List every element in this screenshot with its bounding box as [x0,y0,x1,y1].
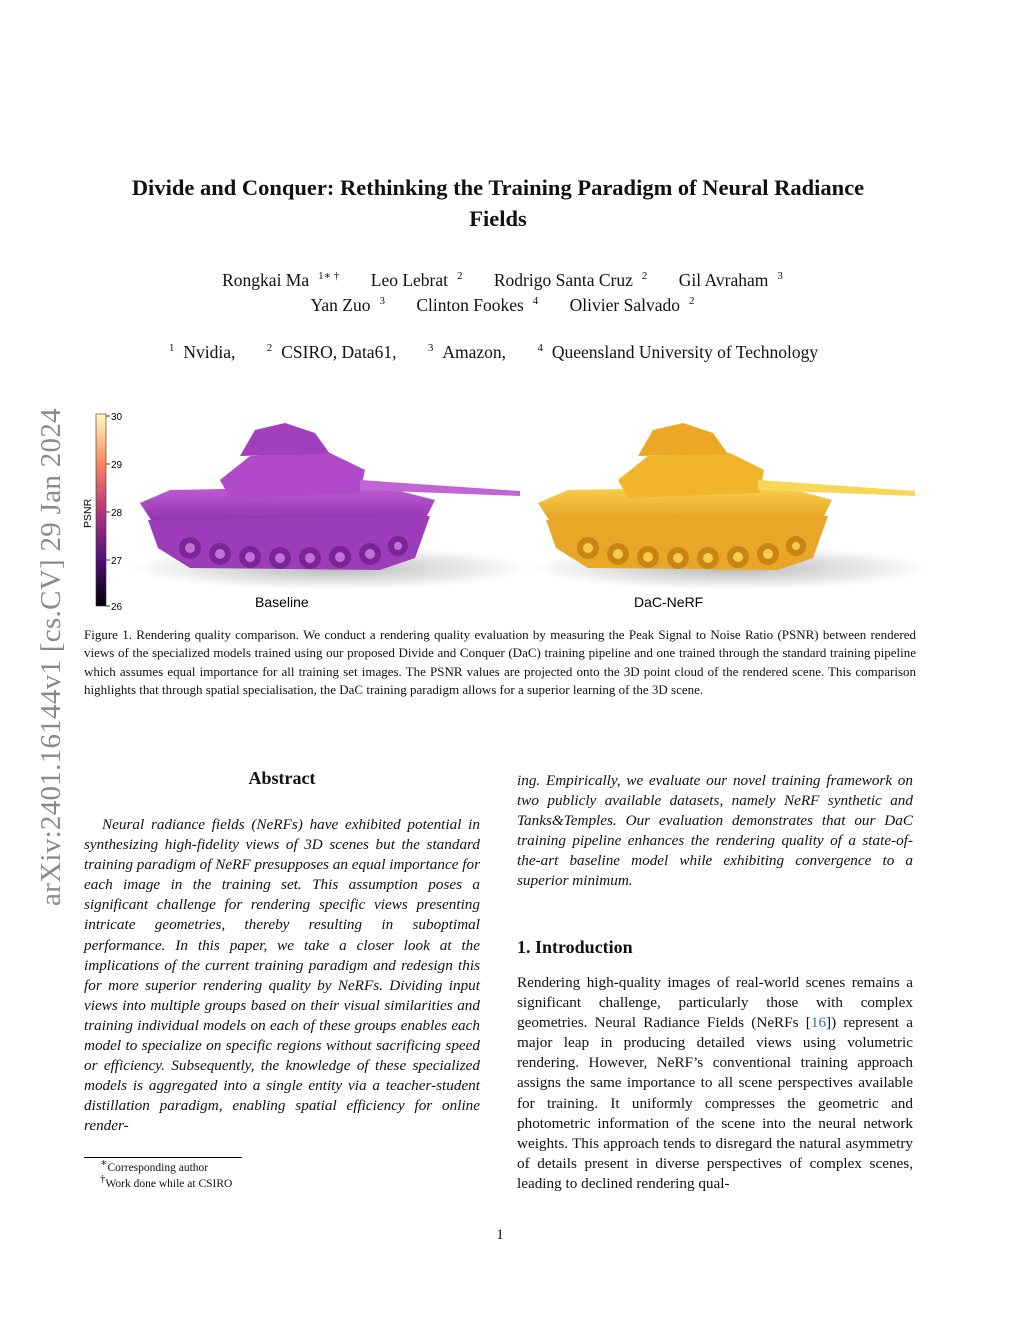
affiliation: $^4$ Queensland University of Technology [537,342,819,362]
colorbar [82,412,123,613]
colorbar-label: PSNR [82,498,94,528]
colorbar-tick: 28 [111,508,123,519]
affiliations [100,340,896,365]
colorbar-tick: 29 [111,460,123,471]
colorbar-tick: 26 [111,602,123,613]
intro-paragraph: Rendering high-quality images of real-world scenes remains a significant challenge, particularly those with complex geometries. Neural Radiance Fields (NeRFs [16]) represent a major leap in producing detailed views using volumetric rendering. However, NeRF’s conventional training approach assigns the same importance to all scene perspectives available for training. It uniformly compresses the geometric and photometric information of the scene into the neural network weights. This approach tends to disregard the natural asymmetry of details present in diverse perspectives of complex scenes, leading to declined rendering qual- [517,974,913,1192]
colorbar-tick: 30 [111,412,123,423]
baseline-tank-render [130,423,530,590]
page-number: 1 [496,1227,504,1243]
affiliation: $^3$ Amazon, [427,342,506,362]
author: Gil Avraham $^3$ [678,270,783,290]
author: Rodrigo Santa Cruz $^2$ [493,270,648,290]
abstract-heading: Abstract [248,768,316,788]
author: Olivier Salvado $^2$ [569,295,695,315]
author: Yan Zuo $^3$ [310,295,385,315]
abstract-text-right: ing. Empirically, we evaluate our novel training framework on two publicly available datasets, namely NeRF synthetic and Tanks&Temples. Our evaluation demonstrates that our DaC training pipeline enhances the rendering quality of a state-of-the-art baseline model while exhibiting convergence to a superior minimum. [517,772,913,890]
footnote: ∗Corresponding author [100,1157,209,1174]
dac-nerf-label: DaC-NeRF [634,594,704,610]
affiliation: $^1$ Nvidia, [168,342,236,362]
footnote: †Work done while at CSIRO [100,1173,233,1190]
author-row-2 [100,293,896,318]
figure-1-graphic [80,408,940,618]
baseline-label: Baseline [255,594,309,610]
title-line-1: Divide and Conquer: Rethinking the Training Paradigm of Neural Radiance [131,175,865,200]
citation-link[interactable]: 16 [810,1014,827,1032]
affiliation: $^2$ CSIRO, Data61, [266,342,397,362]
author: Leo Lebrat $^2$ [370,270,463,290]
footnotes [100,1157,233,1192]
colorbar-tick: 27 [111,556,123,567]
footnote-rule [84,1157,242,1158]
figure-1 [80,408,940,618]
title-line-2: Fields [469,206,527,231]
arxiv-stamp: arXiv:2401.16144v1 [cs.CV] 29 Jan 2024 [35,408,67,906]
colorbar-gradient [96,414,106,606]
paper-title [90,172,906,234]
dac-nerf-tank-render [530,423,930,590]
author: Rongkai Ma $^{1∗ \dagger}$ [222,270,340,290]
author-row-1 [100,268,896,293]
abstract-text-left: Neural radiance fields (NeRFs) have exhibited potential in synthesizing high-fidelity views of 3D scenes but the standard training paradigm of NeRF presupposes an equal importance for each image in the training set. This assumption poses a significant challenge for rendering specific views presenting intricate geometries, thereby resulting in suboptimal performance. In this paper, we take a closer look at the implications of the current training paradigm and redesign this for more superior rendering quality by NeRFs. Dividing input views into multiple groups based on their visual similarities and training individual models on each of these groups enables each model to specialize on specific regions without sacrificing speed or efficiency. Subsequently, the knowledge of these specialized models is aggregated into a single entity via a teacher-student distillation paradigm, enabling spatial efficiency for online render- [84,816,480,1135]
figure-caption: Figure 1. Rendering quality comparison. We conduct a rendering quality evaluation by measuring the Peak Signal to Noise Ratio (PSNR) between rendered views of the specialized models trained using our proposed Divide and Conquer (DaC) training pipeline and one trained through the standard training pipeline which assumes equal importance for all training set images. The PSNR values are projected onto the 3D point cloud of the rendered scene. This comparison highlights that through spatial specialisation, the DaC training paradigm allows for a superior learning of the 3D scene. [84,627,916,698]
author-list [100,268,896,318]
author: Clinton Fookes $^4$ [416,295,539,315]
intro-heading: 1. Introduction [517,937,633,957]
